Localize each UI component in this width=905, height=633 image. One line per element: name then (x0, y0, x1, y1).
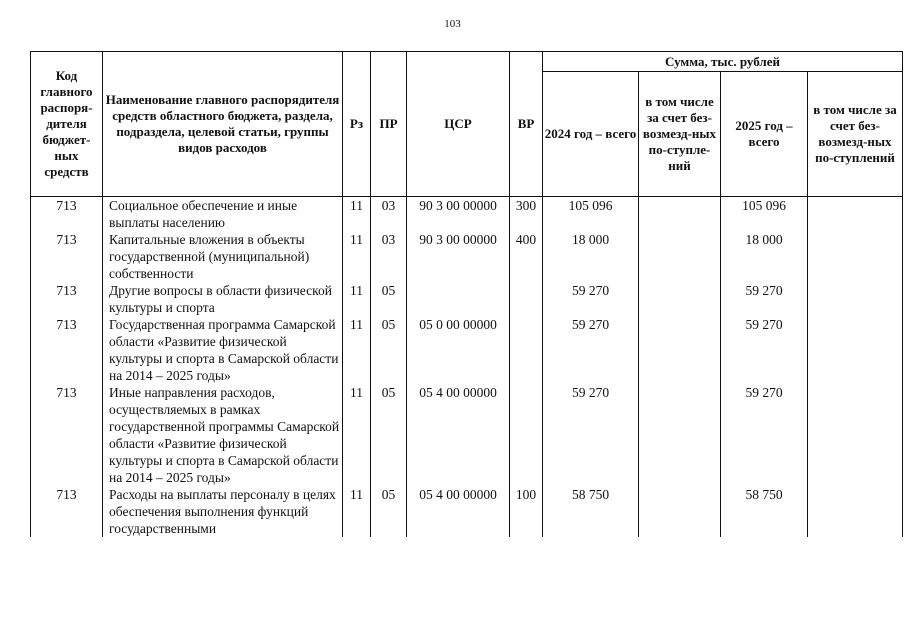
cell-2024-free (639, 384, 721, 486)
table-row (31, 486, 903, 537)
cell-rz: 11 (343, 384, 371, 486)
cell-csr: 05 0 00 00000 (407, 316, 510, 384)
cell-2025-free (808, 316, 903, 384)
cell-name: Капитальные вложения в объекты государственной (муниципальной) собственности (103, 231, 343, 282)
cell-2024-total: 59 270 (543, 384, 639, 486)
cell-csr: 90 3 00 00000 (407, 197, 510, 232)
header-vr: ВР (510, 52, 543, 197)
cell-code: 713 (31, 384, 103, 486)
cell-code: 713 (31, 486, 103, 537)
table-row (31, 384, 903, 486)
cell-2024-free (639, 316, 721, 384)
cell-vr (510, 282, 543, 316)
header-sum-group: Сумма, тыс. рублей (543, 52, 903, 72)
cell-pr: 05 (371, 486, 407, 537)
cell-pr: 05 (371, 282, 407, 316)
cell-2024-total: 58 750 (543, 486, 639, 537)
cell-name: Расходы на выплаты персоналу в целях обеспечения выполнения функций государственными (103, 486, 343, 537)
cell-2025-free (808, 384, 903, 486)
cell-2024-free (639, 486, 721, 537)
table-body (31, 197, 903, 538)
header-2025-total: 2025 год – всего (721, 72, 808, 197)
cell-csr: 05 4 00 00000 (407, 486, 510, 537)
cell-code: 713 (31, 231, 103, 282)
header-code: Код главного распоря-дителя бюджет-ных средств (31, 52, 103, 197)
cell-name: Иные направления расходов, осуществляемых в рамках государственной программы Самарской области «Развитие физической культуры и спорта в Самарской области на 2014 – 2025 годы» (103, 384, 343, 486)
cell-2024-free (639, 282, 721, 316)
budget-table (30, 51, 903, 537)
header-rz: Рз (343, 52, 371, 197)
cell-code: 713 (31, 197, 103, 232)
cell-name: Другие вопросы в области физической культуры и спорта (103, 282, 343, 316)
cell-code: 713 (31, 316, 103, 384)
table-row (31, 316, 903, 384)
header-pr: ПР (371, 52, 407, 197)
cell-rz: 11 (343, 231, 371, 282)
cell-vr (510, 384, 543, 486)
cell-2025-free (808, 197, 903, 232)
cell-pr: 05 (371, 316, 407, 384)
table-header (31, 52, 903, 197)
cell-2024-total: 59 270 (543, 282, 639, 316)
cell-2024-free (639, 231, 721, 282)
cell-csr: 90 3 00 00000 (407, 231, 510, 282)
cell-2025-total: 58 750 (721, 486, 808, 537)
cell-2025-total: 105 096 (721, 197, 808, 232)
cell-2025-total: 59 270 (721, 282, 808, 316)
table-row (31, 197, 903, 232)
cell-pr: 03 (371, 197, 407, 232)
cell-rz: 11 (343, 486, 371, 537)
cell-2025-free (808, 282, 903, 316)
cell-rz: 11 (343, 316, 371, 384)
cell-rz: 11 (343, 282, 371, 316)
cell-2024-total: 18 000 (543, 231, 639, 282)
cell-2025-total: 18 000 (721, 231, 808, 282)
cell-code: 713 (31, 282, 103, 316)
cell-vr: 300 (510, 197, 543, 232)
table-row (31, 282, 903, 316)
cell-pr: 05 (371, 384, 407, 486)
cell-name: Государственная программа Самарской области «Развитие физической культуры и спорта в Самарской области на 2014 – 2025 годы» (103, 316, 343, 384)
cell-2025-free (808, 486, 903, 537)
cell-2025-total: 59 270 (721, 316, 808, 384)
cell-pr: 03 (371, 231, 407, 282)
header-name: Наименование главного распорядителя средств областного бюджета, раздела, подраздела, целевой статьи, группы видов расходов (103, 52, 343, 197)
cell-2024-total: 105 096 (543, 197, 639, 232)
page-number: 103 (444, 18, 461, 30)
cell-name: Социальное обеспечение и иные выплаты населению (103, 197, 343, 232)
cell-vr (510, 316, 543, 384)
cell-rz: 11 (343, 197, 371, 232)
header-2025-free: в том числе за счет без-возмезд-ных по-ступлений (808, 72, 903, 197)
cell-vr: 100 (510, 486, 543, 537)
cell-2025-free (808, 231, 903, 282)
cell-vr: 400 (510, 231, 543, 282)
table-row (31, 231, 903, 282)
header-csr: ЦСР (407, 52, 510, 197)
budget-table-frame (30, 51, 905, 633)
header-2024-total: 2024 год – всего (543, 72, 639, 197)
cell-csr: 05 4 00 00000 (407, 384, 510, 486)
header-2024-free: в том числе за счет без-возмезд-ных по-ступле-ний (639, 72, 721, 197)
cell-2025-total: 59 270 (721, 384, 808, 486)
cell-csr (407, 282, 510, 316)
cell-2024-free (639, 197, 721, 232)
cell-2024-total: 59 270 (543, 316, 639, 384)
